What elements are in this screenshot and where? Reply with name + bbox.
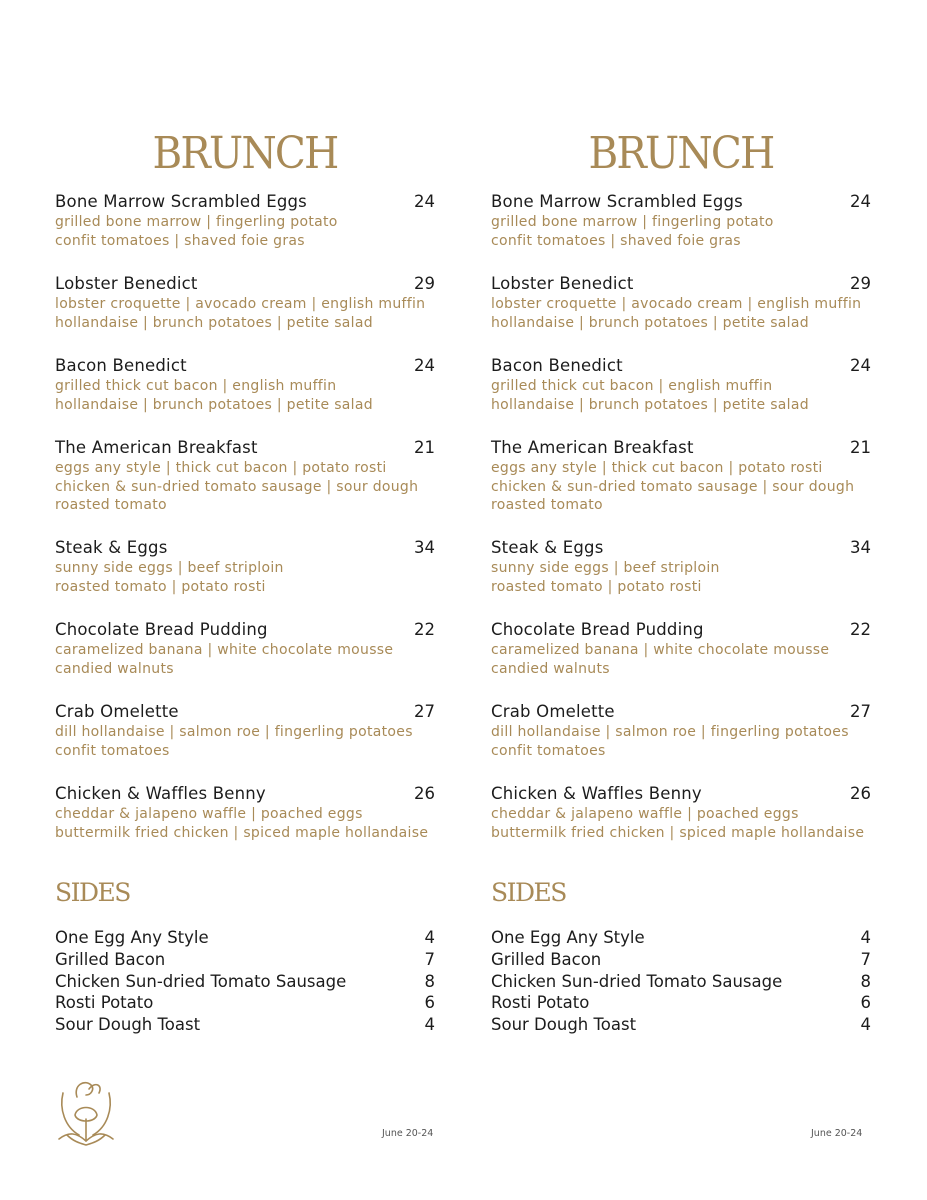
sides-title: SIDES xyxy=(491,878,566,907)
side-name: Sour Dough Toast xyxy=(55,1015,201,1035)
item-desc-line: roasted tomato | potato rosti xyxy=(491,578,702,595)
item-desc-line: chicken & sun-dried tomato sausage | sour dough xyxy=(55,478,419,495)
item-desc-line: hollandaise | brunch potatoes | petite salad xyxy=(55,396,373,413)
item-name: Lobster Benedict xyxy=(491,274,634,293)
sides-list xyxy=(55,928,435,1037)
item-desc-line: hollandaise | brunch potatoes | petite salad xyxy=(55,314,373,331)
item-desc-line: grilled thick cut bacon | english muffin xyxy=(55,378,337,394)
item-price: 27 xyxy=(850,702,871,721)
side-price: 8 xyxy=(424,971,435,991)
side-name: Chicken Sun-dried Tomato Sausage xyxy=(55,971,347,991)
footer-date: June 20-24 xyxy=(811,1128,863,1139)
item-name: Bone Marrow Scrambled Eggs xyxy=(491,192,743,211)
side-name: One Egg Any Style xyxy=(491,928,645,947)
sides-list xyxy=(491,928,871,1037)
side-name: Grilled Bacon xyxy=(491,949,602,969)
item-name: The American Breakfast xyxy=(55,438,258,457)
side-name: One Egg Any Style xyxy=(55,928,209,947)
side-item xyxy=(491,928,871,950)
item-price: 21 xyxy=(850,438,871,457)
menu-item xyxy=(491,784,871,842)
item-desc-line: confit tomatoes xyxy=(55,742,170,759)
menu-item xyxy=(491,702,871,760)
side-price: 4 xyxy=(424,1015,435,1035)
brunch-title: BRUNCH xyxy=(588,128,774,179)
side-price: 6 xyxy=(860,993,871,1013)
side-name: Rosti Potato xyxy=(491,993,590,1013)
item-desc-line: grilled thick cut bacon | english muffin xyxy=(491,378,773,394)
item-price: 22 xyxy=(850,620,871,639)
side-price: 4 xyxy=(424,928,435,947)
side-name: Chicken Sun-dried Tomato Sausage xyxy=(491,971,783,991)
item-desc-line: caramelized banana | white chocolate mousse xyxy=(491,642,830,658)
item-price: 24 xyxy=(850,356,871,375)
item-desc-line: lobster croquette | avocado cream | english muffin xyxy=(55,296,426,312)
item-name: Bone Marrow Scrambled Eggs xyxy=(55,192,307,211)
item-desc-line: dill hollandaise | salmon roe | fingerling potatoes xyxy=(491,724,849,740)
item-desc-line: confit tomatoes | shaved foie gras xyxy=(55,232,305,249)
item-desc-line: eggs any style | thick cut bacon | potato rosti xyxy=(55,460,387,476)
side-price: 7 xyxy=(424,949,435,969)
menu-item xyxy=(491,620,871,678)
item-desc-line: confit tomatoes | shaved foie gras xyxy=(491,232,741,249)
item-name: Chicken & Waffles Benny xyxy=(491,784,702,803)
side-item xyxy=(491,972,871,994)
item-desc-line: cheddar & jalapeno waffle | poached eggs xyxy=(491,806,799,822)
item-desc-line: sunny side eggs | beef striploin xyxy=(491,560,720,576)
item-name: Lobster Benedict xyxy=(55,274,198,293)
menu-item xyxy=(491,438,871,515)
footer-date: June 20-24 xyxy=(382,1128,434,1139)
side-item xyxy=(491,1015,871,1037)
item-price: 26 xyxy=(850,784,871,803)
item-name: Chocolate Bread Pudding xyxy=(55,620,268,639)
menu-column-left xyxy=(55,0,435,1200)
item-desc-line: buttermilk fried chicken | spiced maple hollandaise xyxy=(55,824,429,841)
item-desc-line: grilled bone marrow | fingerling potato xyxy=(55,214,338,230)
side-price: 4 xyxy=(860,928,871,947)
item-name: Chocolate Bread Pudding xyxy=(491,620,704,639)
item-name: Crab Omelette xyxy=(55,702,179,721)
menu-item xyxy=(55,702,435,760)
item-desc-line: candied walnuts xyxy=(491,660,610,677)
item-desc-line: hollandaise | brunch potatoes | petite salad xyxy=(491,314,809,331)
item-price: 21 xyxy=(414,438,435,457)
item-price: 27 xyxy=(414,702,435,721)
side-item xyxy=(55,993,435,1015)
menu-item xyxy=(55,356,435,414)
menu-item xyxy=(491,538,871,596)
menu-column-right xyxy=(491,0,871,1200)
side-price: 7 xyxy=(860,949,871,969)
item-desc-line: roasted tomato | potato rosti xyxy=(55,578,266,595)
side-price: 4 xyxy=(860,1015,871,1035)
menu-item xyxy=(55,438,435,515)
item-price: 29 xyxy=(414,274,435,293)
sides-title: SIDES xyxy=(55,878,130,907)
item-desc-line: dill hollandaise | salmon roe | fingerling potatoes xyxy=(55,724,413,740)
menu-item xyxy=(55,274,435,332)
side-name: Rosti Potato xyxy=(55,993,154,1013)
item-desc-line: roasted tomato xyxy=(491,497,603,513)
menu-item xyxy=(55,784,435,842)
side-price: 8 xyxy=(860,971,871,991)
item-name: Bacon Benedict xyxy=(491,356,623,375)
item-price: 24 xyxy=(414,356,435,375)
item-desc-line: confit tomatoes xyxy=(491,742,606,759)
menu-item xyxy=(491,192,871,250)
item-desc-line: hollandaise | brunch potatoes | petite salad xyxy=(491,396,809,413)
item-price: 24 xyxy=(850,192,871,211)
item-desc-line: buttermilk fried chicken | spiced maple hollandaise xyxy=(491,824,865,841)
menu-item xyxy=(55,620,435,678)
item-desc-line: roasted tomato xyxy=(55,497,167,513)
item-desc-line: candied walnuts xyxy=(55,660,174,677)
item-price: 29 xyxy=(850,274,871,293)
item-desc-line: sunny side eggs | beef striploin xyxy=(55,560,284,576)
item-price: 24 xyxy=(414,192,435,211)
side-item xyxy=(55,972,435,994)
item-price: 26 xyxy=(414,784,435,803)
side-name: Grilled Bacon xyxy=(55,949,166,969)
item-name: Bacon Benedict xyxy=(55,356,187,375)
brunch-title: BRUNCH xyxy=(152,128,338,179)
item-price: 22 xyxy=(414,620,435,639)
menu-item xyxy=(491,356,871,414)
side-item xyxy=(55,928,435,950)
item-name: Crab Omelette xyxy=(491,702,615,721)
item-name: Steak & Eggs xyxy=(55,538,168,557)
side-item xyxy=(491,993,871,1015)
menu-item xyxy=(491,274,871,332)
menu-item xyxy=(55,538,435,596)
side-item xyxy=(491,950,871,972)
item-price: 34 xyxy=(414,538,435,557)
item-name: Steak & Eggs xyxy=(491,538,604,557)
side-item xyxy=(55,1015,435,1037)
side-name: Sour Dough Toast xyxy=(491,1015,637,1035)
item-desc-line: cheddar & jalapeno waffle | poached eggs xyxy=(55,806,363,822)
item-desc-line: eggs any style | thick cut bacon | potato rosti xyxy=(491,460,823,476)
item-price: 34 xyxy=(850,538,871,557)
item-desc-line: grilled bone marrow | fingerling potato xyxy=(491,214,774,230)
item-name: Chicken & Waffles Benny xyxy=(55,784,266,803)
item-name: The American Breakfast xyxy=(491,438,694,457)
item-desc-line: chicken & sun-dried tomato sausage | sour dough xyxy=(491,478,855,495)
side-price: 6 xyxy=(424,993,435,1013)
menu-item xyxy=(55,192,435,250)
item-desc-line: caramelized banana | white chocolate mousse xyxy=(55,642,394,658)
item-desc-line: lobster croquette | avocado cream | english muffin xyxy=(491,296,862,312)
side-item xyxy=(55,950,435,972)
